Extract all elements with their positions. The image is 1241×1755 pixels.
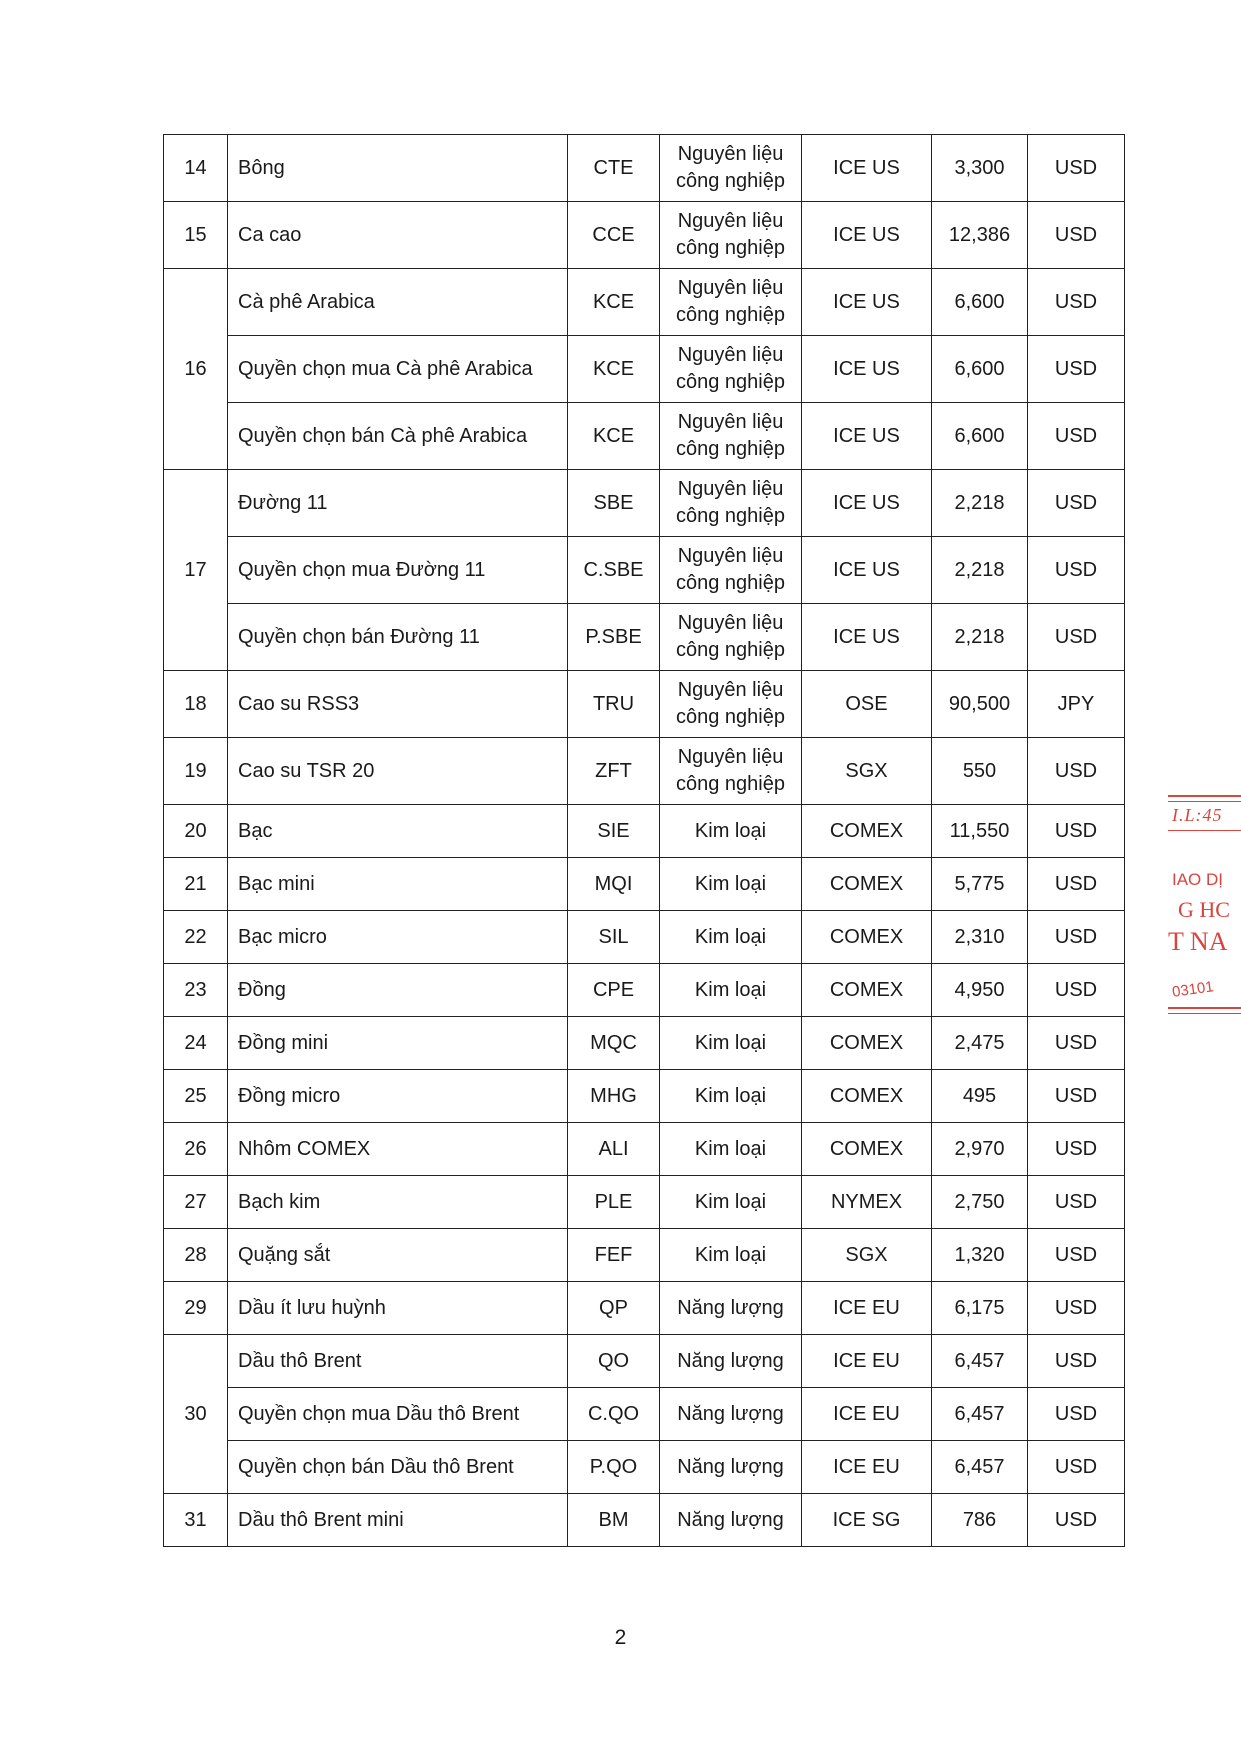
row-number-cell: 17	[164, 470, 228, 671]
commodity-code-cell: CCE	[568, 202, 660, 269]
row-number-cell: 18	[164, 671, 228, 738]
row-number-cell: 28	[164, 1229, 228, 1282]
commodity-name-cell: Quyền chọn mua Cà phê Arabica	[228, 336, 568, 403]
currency-cell: USD	[1028, 336, 1125, 403]
commodity-name-cell: Bông	[228, 135, 568, 202]
commodity-group-line: Năng lượng	[677, 1402, 784, 1425]
table-row	[164, 1070, 1125, 1123]
commodity-name-cell: Dầu ít lưu huỳnh	[228, 1282, 568, 1335]
row-number-cell: 15	[164, 202, 228, 269]
commodity-group-cell	[660, 403, 802, 470]
commodity-group-cell	[660, 738, 802, 805]
margin-cell: 4,950	[932, 964, 1028, 1017]
exchange-cell: ICE SG	[802, 1494, 932, 1547]
margin-cell: 6,457	[932, 1335, 1028, 1388]
margin-cell: 2,218	[932, 537, 1028, 604]
commodity-group-line: công nghiệp	[676, 639, 785, 661]
commodity-code-cell: SIL	[568, 911, 660, 964]
commodity-code-cell: QP	[568, 1282, 660, 1335]
row-number-cell: 27	[164, 1176, 228, 1229]
commodity-group-cell	[660, 537, 802, 604]
exchange-cell: ICE EU	[802, 1335, 932, 1388]
margin-cell: 1,320	[932, 1229, 1028, 1282]
currency-cell: JPY	[1028, 671, 1125, 738]
table-row	[164, 1282, 1125, 1335]
margin-cell: 2,970	[932, 1123, 1028, 1176]
row-number-cell: 29	[164, 1282, 228, 1335]
currency-cell: USD	[1028, 1494, 1125, 1547]
commodity-name-cell: Bạch kim	[228, 1176, 568, 1229]
row-number-cell: 30	[164, 1335, 228, 1494]
commodity-group-line: Kim loại	[694, 1190, 767, 1213]
currency-cell: USD	[1028, 858, 1125, 911]
commodity-name-cell: Quyền chọn bán Cà phê Arabica	[228, 403, 568, 470]
exchange-cell: COMEX	[802, 1070, 932, 1123]
commodity-group-cell	[660, 135, 802, 202]
exchange-cell: ICE US	[802, 269, 932, 336]
commodity-name-cell: Bạc mini	[228, 858, 568, 911]
commodity-name-cell: Ca cao	[228, 202, 568, 269]
commodity-group-line: Nguyên liệu	[677, 411, 784, 433]
commodity-name-cell: Quyền chọn bán Đường 11	[228, 604, 568, 671]
currency-cell: USD	[1028, 135, 1125, 202]
exchange-cell: ICE EU	[802, 1282, 932, 1335]
currency-cell: USD	[1028, 1335, 1125, 1388]
row-number-cell: 31	[164, 1494, 228, 1547]
commodity-name-cell: Nhôm COMEX	[228, 1123, 568, 1176]
commodity-group-line: công nghiệp	[676, 505, 785, 527]
row-number-cell: 21	[164, 858, 228, 911]
margin-cell: 6,175	[932, 1282, 1028, 1335]
commodity-group-cell	[660, 202, 802, 269]
commodity-group-line: Nguyên liệu	[677, 210, 784, 232]
currency-cell: USD	[1028, 805, 1125, 858]
table-row	[164, 1229, 1125, 1282]
currency-cell: USD	[1028, 1070, 1125, 1123]
commodity-group-cell	[660, 470, 802, 537]
commodity-code-cell: SIE	[568, 805, 660, 858]
commodity-group-line: Năng lượng	[677, 1455, 784, 1478]
table-row	[164, 1176, 1125, 1229]
currency-cell: USD	[1028, 911, 1125, 964]
commodity-group-line: Nguyên liệu	[677, 746, 784, 768]
commodity-code-cell: MQC	[568, 1017, 660, 1070]
commodity-name-cell: Cao su TSR 20	[228, 738, 568, 805]
exchange-cell: SGX	[802, 1229, 932, 1282]
currency-cell: USD	[1028, 537, 1125, 604]
margin-cell: 6,457	[932, 1441, 1028, 1494]
row-number-cell: 24	[164, 1017, 228, 1070]
row-number-cell: 19	[164, 738, 228, 805]
commodity-name-cell: Bạc micro	[228, 911, 568, 964]
company-seal-stamp: I.L:45 IAO DỊ G HC T NA 03101	[1168, 795, 1241, 1025]
margin-cell: 6,600	[932, 269, 1028, 336]
margin-cell: 5,775	[932, 858, 1028, 911]
currency-cell: USD	[1028, 1229, 1125, 1282]
table-row	[164, 202, 1125, 269]
commodity-name-cell: Cà phê Arabica	[228, 269, 568, 336]
margin-cell: 3,300	[932, 135, 1028, 202]
exchange-cell: COMEX	[802, 1123, 932, 1176]
commodity-group-cell	[660, 1441, 802, 1494]
margin-cell: 12,386	[932, 202, 1028, 269]
commodity-group-line: Nguyên liệu	[677, 478, 784, 500]
row-number-cell: 26	[164, 1123, 228, 1176]
margin-cell: 6,457	[932, 1388, 1028, 1441]
commodity-group-line: Kim loại	[694, 925, 767, 948]
exchange-cell: COMEX	[802, 805, 932, 858]
table-row	[164, 470, 1125, 537]
commodity-name-cell: Đồng	[228, 964, 568, 1017]
table-row	[164, 1494, 1125, 1547]
currency-cell: USD	[1028, 1441, 1125, 1494]
commodity-code-cell: CTE	[568, 135, 660, 202]
table-row	[164, 1388, 1125, 1441]
exchange-cell: ICE US	[802, 537, 932, 604]
row-number-cell: 25	[164, 1070, 228, 1123]
commodity-group-cell	[660, 805, 802, 858]
exchange-cell: ICE US	[802, 336, 932, 403]
commodity-group-line: công nghiệp	[676, 170, 785, 192]
currency-cell: USD	[1028, 1388, 1125, 1441]
commodity-group-line: Năng lượng	[677, 1508, 784, 1531]
exchange-cell: OSE	[802, 671, 932, 738]
commodity-group-line: Nguyên liệu	[677, 612, 784, 634]
commodity-code-cell: P.QO	[568, 1441, 660, 1494]
currency-cell: USD	[1028, 202, 1125, 269]
currency-cell: USD	[1028, 1123, 1125, 1176]
exchange-cell: ICE US	[802, 135, 932, 202]
exchange-cell: ICE EU	[802, 1388, 932, 1441]
commodity-group-line: công nghiệp	[676, 237, 785, 259]
margin-cell: 786	[932, 1494, 1028, 1547]
margin-cell: 2,218	[932, 604, 1028, 671]
commodity-group-cell	[660, 1123, 802, 1176]
commodity-group-line: Kim loại	[694, 978, 767, 1001]
commodity-group-line: Nguyên liệu	[677, 679, 784, 701]
commodity-code-cell: PLE	[568, 1176, 660, 1229]
table-row	[164, 135, 1125, 202]
exchange-cell: COMEX	[802, 1017, 932, 1070]
margin-cell: 11,550	[932, 805, 1028, 858]
commodity-code-cell: P.SBE	[568, 604, 660, 671]
row-number-cell: 23	[164, 964, 228, 1017]
commodity-group-cell	[660, 858, 802, 911]
currency-cell: USD	[1028, 1017, 1125, 1070]
commodity-group-line: Kim loại	[694, 1084, 767, 1107]
commodity-group-cell	[660, 671, 802, 738]
commodity-name-cell: Bạc	[228, 805, 568, 858]
table-row	[164, 1123, 1125, 1176]
margin-cell: 2,475	[932, 1017, 1028, 1070]
currency-cell: USD	[1028, 604, 1125, 671]
commodity-code-cell: MQI	[568, 858, 660, 911]
commodity-name-cell: Đồng micro	[228, 1070, 568, 1123]
margin-cell: 2,218	[932, 470, 1028, 537]
table-row	[164, 537, 1125, 604]
commodity-group-line: Nguyên liệu	[677, 277, 784, 299]
currency-cell: USD	[1028, 1176, 1125, 1229]
table-row	[164, 964, 1125, 1017]
commodity-code-cell: FEF	[568, 1229, 660, 1282]
commodity-code-cell: KCE	[568, 336, 660, 403]
currency-cell: USD	[1028, 403, 1125, 470]
commodity-group-cell	[660, 604, 802, 671]
table-row	[164, 269, 1125, 336]
commodity-group-line: Nguyên liệu	[677, 545, 784, 567]
commodity-code-cell: TRU	[568, 671, 660, 738]
commodity-group-line: công nghiệp	[676, 304, 785, 326]
commodity-code-cell: SBE	[568, 470, 660, 537]
commodity-code-cell: QO	[568, 1335, 660, 1388]
margin-cell: 495	[932, 1070, 1028, 1123]
row-number-cell: 16	[164, 269, 228, 470]
commodity-group-line: công nghiệp	[676, 438, 785, 460]
row-number-cell: 22	[164, 911, 228, 964]
table-row	[164, 336, 1125, 403]
commodity-code-cell: ZFT	[568, 738, 660, 805]
exchange-cell: ICE EU	[802, 1441, 932, 1494]
commodity-group-line: Nguyên liệu	[677, 344, 784, 366]
exchange-cell: ICE US	[802, 604, 932, 671]
commodity-code-cell: MHG	[568, 1070, 660, 1123]
commodity-code-cell: CPE	[568, 964, 660, 1017]
commodity-group-cell	[660, 1335, 802, 1388]
commodity-name-cell: Cao su RSS3	[228, 671, 568, 738]
commodity-group-cell	[660, 1229, 802, 1282]
exchange-cell: NYMEX	[802, 1176, 932, 1229]
commodity-group-cell	[660, 1070, 802, 1123]
table-row	[164, 1017, 1125, 1070]
margin-cell: 90,500	[932, 671, 1028, 738]
commodity-group-cell	[660, 1017, 802, 1070]
commodity-code-cell: C.QO	[568, 1388, 660, 1441]
commodity-name-cell: Quyền chọn bán Dầu thô Brent	[228, 1441, 568, 1494]
currency-cell: USD	[1028, 964, 1125, 1017]
margin-cell: 2,750	[932, 1176, 1028, 1229]
table-row	[164, 604, 1125, 671]
commodity-name-cell: Đường 11	[228, 470, 568, 537]
table-row	[164, 858, 1125, 911]
exchange-cell: COMEX	[802, 911, 932, 964]
commodity-name-cell: Dầu thô Brent mini	[228, 1494, 568, 1547]
commodity-name-cell: Đồng mini	[228, 1017, 568, 1070]
table-row	[164, 671, 1125, 738]
commodity-code-cell: BM	[568, 1494, 660, 1547]
commodity-table	[163, 134, 1125, 1547]
table-row	[164, 738, 1125, 805]
commodity-code-cell: KCE	[568, 403, 660, 470]
exchange-cell: ICE US	[802, 202, 932, 269]
commodity-group-line: công nghiệp	[676, 371, 785, 393]
commodity-name-cell: Quặng sắt	[228, 1229, 568, 1282]
table-row	[164, 911, 1125, 964]
commodity-group-cell	[660, 1494, 802, 1547]
currency-cell: USD	[1028, 1282, 1125, 1335]
currency-cell: USD	[1028, 470, 1125, 537]
commodity-group-cell	[660, 1388, 802, 1441]
commodity-code-cell: KCE	[568, 269, 660, 336]
exchange-cell: COMEX	[802, 858, 932, 911]
commodity-group-cell	[660, 1176, 802, 1229]
margin-cell: 2,310	[932, 911, 1028, 964]
margin-cell: 6,600	[932, 403, 1028, 470]
commodity-group-line: công nghiệp	[676, 706, 785, 728]
commodity-name-cell: Dầu thô Brent	[228, 1335, 568, 1388]
currency-cell: USD	[1028, 269, 1125, 336]
commodity-group-cell	[660, 269, 802, 336]
commodity-group-cell	[660, 964, 802, 1017]
table-row	[164, 1335, 1125, 1388]
commodity-group-line: Năng lượng	[677, 1296, 784, 1319]
table-body	[164, 135, 1125, 1547]
commodity-group-line: Năng lượng	[677, 1349, 784, 1372]
row-number-cell: 14	[164, 135, 228, 202]
commodity-group-cell	[660, 1282, 802, 1335]
commodity-code-cell: C.SBE	[568, 537, 660, 604]
commodity-group-line: công nghiệp	[676, 572, 785, 594]
commodity-group-line: công nghiệp	[676, 773, 785, 795]
page-number: 2	[614, 1626, 627, 1649]
table-row	[164, 403, 1125, 470]
table-row	[164, 805, 1125, 858]
commodity-group-line: Kim loại	[694, 872, 767, 895]
commodity-group-line: Kim loại	[694, 1243, 767, 1266]
commodity-name-cell: Quyền chọn mua Đường 11	[228, 537, 568, 604]
exchange-cell: ICE US	[802, 470, 932, 537]
commodity-group-cell	[660, 336, 802, 403]
commodity-group-line: Kim loại	[694, 819, 767, 842]
commodity-name-cell: Quyền chọn mua Dầu thô Brent	[228, 1388, 568, 1441]
exchange-cell: SGX	[802, 738, 932, 805]
commodity-code-cell: ALI	[568, 1123, 660, 1176]
commodity-group-line: Kim loại	[694, 1031, 767, 1054]
commodity-group-cell	[660, 911, 802, 964]
margin-cell: 6,600	[932, 336, 1028, 403]
commodity-group-line: Nguyên liệu	[677, 143, 784, 165]
commodity-group-line: Kim loại	[694, 1137, 767, 1160]
margin-cell: 550	[932, 738, 1028, 805]
exchange-cell: COMEX	[802, 964, 932, 1017]
row-number-cell: 20	[164, 805, 228, 858]
table-row	[164, 1441, 1125, 1494]
currency-cell: USD	[1028, 738, 1125, 805]
exchange-cell: ICE US	[802, 403, 932, 470]
